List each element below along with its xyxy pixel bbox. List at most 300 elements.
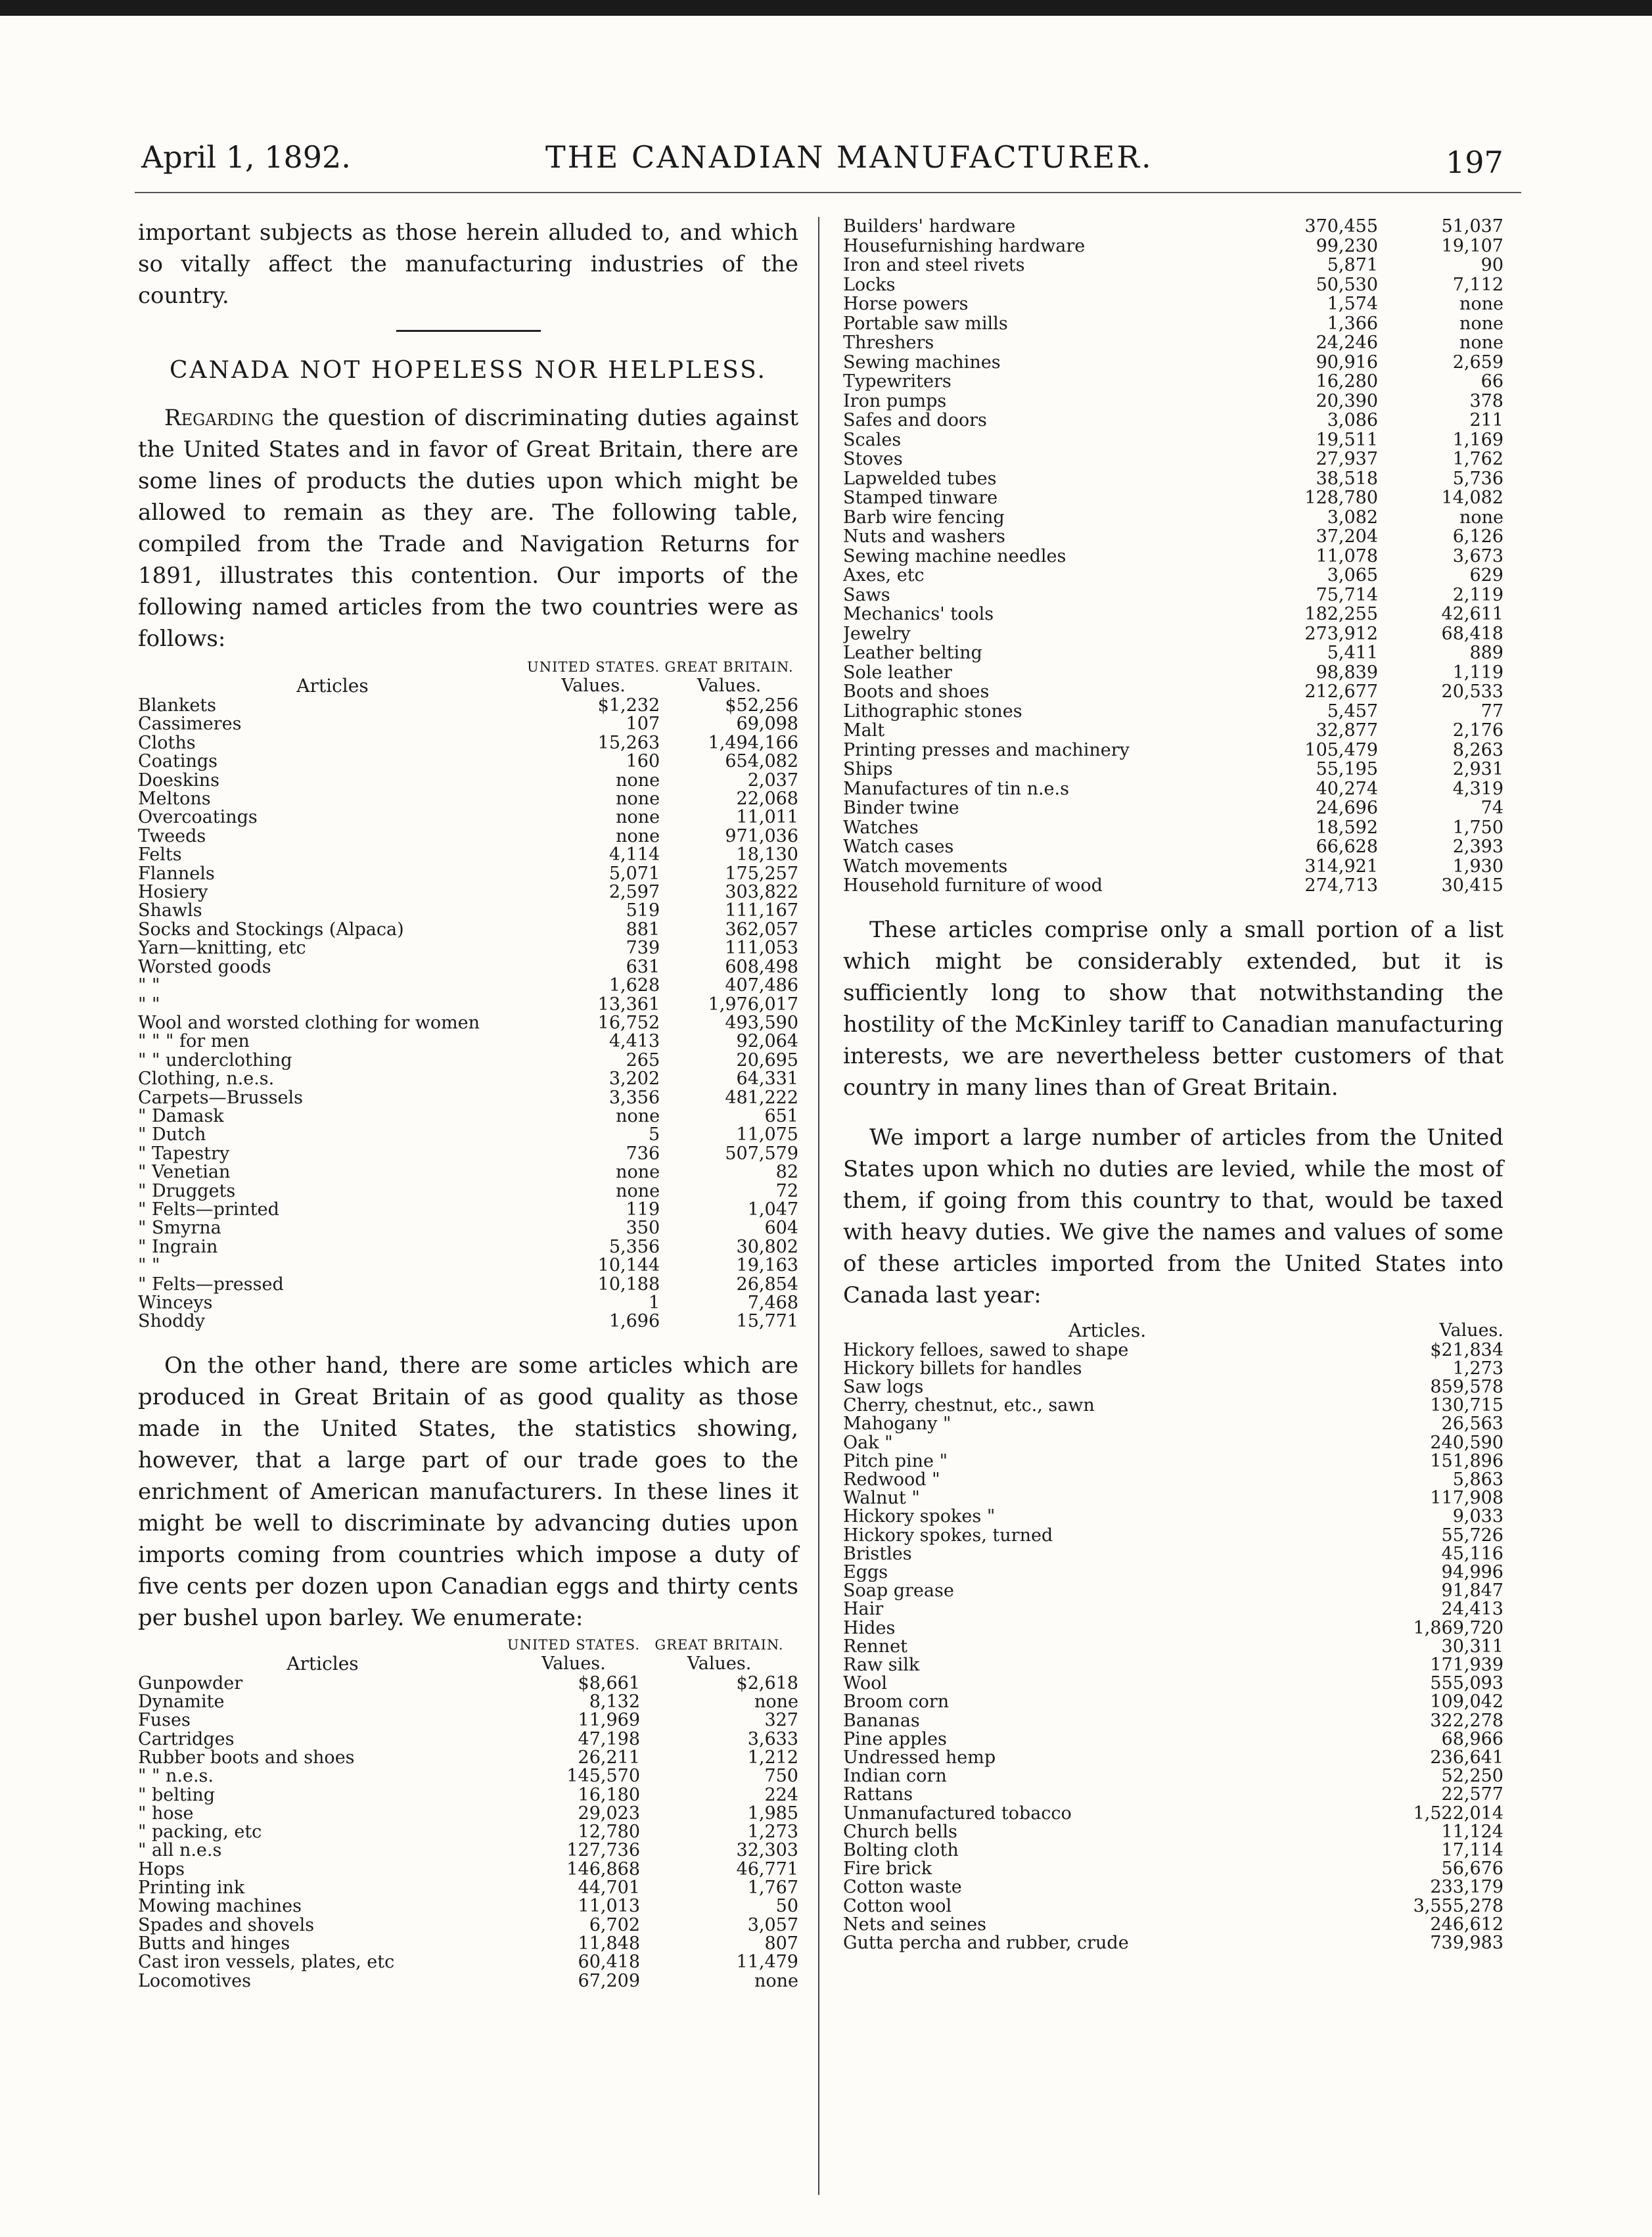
article-name: Bananas xyxy=(843,1711,920,1730)
article-name: Butts and hinges xyxy=(138,1934,290,1954)
article-value: 77 xyxy=(1480,701,1503,721)
table-row xyxy=(138,715,798,733)
table-row xyxy=(843,1508,1503,1526)
article-value: 130,715 xyxy=(1430,1396,1503,1416)
article-value: 303,822 xyxy=(725,883,798,902)
table-row xyxy=(843,1415,1503,1433)
article-value: 24,696 xyxy=(1316,798,1379,818)
article-value: 322,278 xyxy=(1430,1711,1503,1730)
table-row xyxy=(138,752,798,771)
article-value: 64,331 xyxy=(736,1070,798,1089)
article-value: 211 xyxy=(1469,411,1503,430)
article-value: 11,479 xyxy=(736,1953,798,1972)
article-name: " hose xyxy=(138,1804,194,1824)
article-name: " Tapestry xyxy=(138,1144,230,1164)
table-row xyxy=(843,1916,1503,1934)
article-value: 69,098 xyxy=(736,715,798,734)
article-value: 8,263 xyxy=(1452,740,1503,760)
table-row xyxy=(843,527,1503,547)
article-value: 1,696 xyxy=(608,1312,660,1331)
article-name: Rennet xyxy=(843,1637,907,1656)
article-name: Cassimeres xyxy=(138,715,242,734)
article-value: 3,082 xyxy=(1327,507,1379,527)
article-name: Fire brick xyxy=(843,1860,932,1879)
col-header: Values. xyxy=(687,1653,752,1674)
table-row xyxy=(843,1452,1503,1471)
table-row xyxy=(843,1471,1503,1489)
article-value: 68,418 xyxy=(1441,624,1503,643)
article-value: 15,771 xyxy=(736,1312,798,1331)
col-header: Values. xyxy=(697,676,762,696)
article-value: 3,673 xyxy=(1452,546,1503,566)
article-value: 11,124 xyxy=(1441,1822,1503,1841)
article-value: 90 xyxy=(1480,256,1503,275)
table-row xyxy=(843,1360,1503,1378)
table-row xyxy=(138,1107,798,1126)
article-value: 46,771 xyxy=(736,1860,798,1880)
article-name: Hickory spokes, turned xyxy=(843,1526,1053,1545)
table-row xyxy=(843,217,1503,237)
header-title: THE CANADIAN MANUFACTURER. xyxy=(545,139,1153,175)
article-value: 18,130 xyxy=(736,846,798,865)
table-row xyxy=(843,1823,1503,1841)
table-row xyxy=(138,734,798,752)
right-column xyxy=(843,217,1503,1952)
article-value: 17,114 xyxy=(1441,1841,1503,1860)
article-value: 19,511 xyxy=(1316,430,1379,450)
article-value: 8,132 xyxy=(589,1693,641,1712)
article-value: 273,912 xyxy=(1304,624,1379,643)
article-value: 493,590 xyxy=(725,1013,798,1033)
article-value: $21,834 xyxy=(1430,1341,1503,1360)
table-row xyxy=(843,643,1503,663)
table-row xyxy=(138,1786,798,1805)
table-row xyxy=(138,1032,798,1051)
article-value: 32,303 xyxy=(736,1841,798,1860)
article-value: 327 xyxy=(764,1711,798,1730)
article-value: 314,921 xyxy=(1304,856,1379,876)
table-row xyxy=(843,721,1503,741)
article-value: 5,736 xyxy=(1452,469,1503,488)
article-value: 14,082 xyxy=(1441,488,1503,508)
article-name: Undressed hemp xyxy=(843,1748,996,1768)
article-value: none xyxy=(616,1182,660,1201)
article-name: Indian corn xyxy=(843,1767,947,1786)
header-date: April 1, 1892. xyxy=(141,139,351,175)
article-name: Mowing machines xyxy=(138,1897,302,1916)
article-name: Hickory spokes " xyxy=(843,1508,996,1527)
article-name: Doeskins xyxy=(138,771,219,791)
table-row xyxy=(843,333,1503,353)
table-row xyxy=(138,697,798,715)
article-value: 1,976,017 xyxy=(708,995,798,1014)
article-value: 117,908 xyxy=(1430,1489,1503,1508)
article-name: Clothing, n.e.s. xyxy=(138,1070,275,1089)
table-row xyxy=(843,1545,1503,1563)
article-value: none xyxy=(616,827,660,846)
article-value: $2,618 xyxy=(736,1674,798,1694)
article-value: 1,574 xyxy=(1327,294,1379,314)
article-value: 26,211 xyxy=(578,1749,641,1768)
table-row xyxy=(138,996,798,1014)
article-value: 11,078 xyxy=(1316,546,1379,566)
col-header: Values. xyxy=(1439,1320,1503,1341)
article-value: 4,319 xyxy=(1452,779,1503,798)
table-row xyxy=(138,1276,798,1294)
article-name: " Dutch xyxy=(138,1126,206,1145)
article-name: Sewing machines xyxy=(843,352,1001,372)
table-row xyxy=(138,1693,798,1711)
table-row xyxy=(138,827,798,846)
article-name: Cherry, chestnut, etc., sawn xyxy=(843,1396,1095,1416)
article-value: 407,486 xyxy=(725,977,798,996)
article-value: none xyxy=(616,1107,660,1126)
article-value: 265 xyxy=(626,1051,660,1071)
article-name: Oak " xyxy=(843,1433,893,1452)
article-value: 739,983 xyxy=(1430,1934,1503,1953)
table-row xyxy=(843,586,1503,605)
table-row xyxy=(843,1934,1503,1952)
article-name: " " n.e.s. xyxy=(138,1767,214,1786)
article-value: 30,311 xyxy=(1441,1637,1503,1656)
table-row xyxy=(843,566,1503,586)
article-value: 160 xyxy=(626,752,660,772)
article-value: 971,036 xyxy=(725,827,798,846)
article-value: 5,356 xyxy=(608,1237,660,1257)
article-name: " Druggets xyxy=(138,1182,236,1201)
article-name: Barb wire fencing xyxy=(843,507,1005,527)
article-name: Raw silk xyxy=(843,1655,920,1675)
article-value: 3,086 xyxy=(1327,411,1379,430)
article-value: 2,037 xyxy=(747,771,798,791)
article-value: 111,167 xyxy=(725,902,798,921)
table-row xyxy=(843,1730,1503,1749)
article-value: 6,702 xyxy=(589,1916,641,1935)
article-value: 20,390 xyxy=(1316,391,1379,411)
article-name: " " underclothing xyxy=(138,1051,292,1071)
article-value: 19,107 xyxy=(1441,236,1503,256)
table-row xyxy=(843,682,1503,702)
article-name: Printing presses and machinery xyxy=(843,740,1130,760)
col-header: GREAT BRITAIN. xyxy=(654,1636,784,1653)
table-row xyxy=(843,1674,1503,1693)
article-value: 881 xyxy=(626,920,660,940)
article-value: 45,116 xyxy=(1441,1544,1503,1563)
article-value: 212,677 xyxy=(1304,682,1379,702)
article-value: 3,633 xyxy=(747,1730,798,1749)
table-row xyxy=(843,1619,1503,1638)
article-name: Coatings xyxy=(138,752,218,772)
article-value: 3,057 xyxy=(747,1916,798,1935)
table-row xyxy=(843,392,1503,411)
col-header: UNITED STATES. xyxy=(527,659,660,675)
table-row xyxy=(843,818,1503,838)
article-value: 519 xyxy=(626,902,660,921)
article-name: Blankets xyxy=(138,697,217,716)
article-name: Lithographic stones xyxy=(843,701,1022,721)
article-name: " " xyxy=(138,1257,160,1276)
table-row xyxy=(843,1582,1503,1600)
article-name: Malt xyxy=(843,721,885,741)
col-header: UNITED STATES. xyxy=(507,1636,641,1653)
table-row xyxy=(843,372,1503,392)
article-value: 5,411 xyxy=(1327,643,1379,663)
article-value: 18,592 xyxy=(1316,818,1379,837)
article-value: 1,762 xyxy=(1452,450,1503,469)
table-row xyxy=(843,275,1503,295)
col-header: Values. xyxy=(561,676,626,696)
article-value: 2,176 xyxy=(1452,721,1503,741)
article-name: Scales xyxy=(843,430,902,450)
article-value: 119 xyxy=(626,1200,660,1220)
table-row xyxy=(843,1749,1503,1767)
article-name: Stamped tinware xyxy=(843,488,998,508)
table-row xyxy=(843,760,1503,779)
article-name: Iron and steel rivets xyxy=(843,256,1025,275)
article-name: Stoves xyxy=(843,450,903,469)
article-value: 555,093 xyxy=(1430,1674,1503,1694)
table-header-row xyxy=(138,1653,798,1674)
article-value: 11,075 xyxy=(736,1126,798,1145)
article-value: 11,848 xyxy=(578,1934,641,1954)
table-row xyxy=(843,1396,1503,1415)
article-value: 22,068 xyxy=(736,790,798,809)
article-value: 1,212 xyxy=(747,1749,798,1768)
article-value: 94,996 xyxy=(1441,1563,1503,1582)
table-row xyxy=(843,1878,1503,1897)
article-value: 171,939 xyxy=(1430,1655,1503,1675)
table-row xyxy=(138,1312,798,1331)
article-name: Mahogany " xyxy=(843,1415,952,1434)
table-row xyxy=(138,939,798,957)
table-header-row xyxy=(138,676,798,697)
table-row xyxy=(138,865,798,883)
article-value: 5,863 xyxy=(1452,1470,1503,1490)
article-value: 72 xyxy=(775,1182,798,1201)
table-row xyxy=(843,857,1503,877)
article-value: 1,767 xyxy=(747,1879,798,1898)
article-name: Threshers xyxy=(843,333,934,353)
table-row xyxy=(138,1674,798,1693)
article-name: Hickory billets for handles xyxy=(843,1359,1082,1378)
article-value: 15,263 xyxy=(597,733,660,753)
scan-top-bar xyxy=(0,0,1652,16)
article-value: 175,257 xyxy=(725,864,798,884)
article-value: 629 xyxy=(1469,566,1503,586)
article-name: Tweeds xyxy=(138,827,206,846)
article-value: 240,590 xyxy=(1430,1433,1503,1452)
col-header: Values. xyxy=(541,1653,606,1674)
col-header: GREAT BRITAIN. xyxy=(664,659,794,675)
article-value: 1,047 xyxy=(747,1200,798,1220)
article-value: 29,023 xyxy=(578,1804,641,1824)
article-value: 362,057 xyxy=(725,920,798,940)
article-name: Wool xyxy=(843,1674,888,1694)
article-value: 1,273 xyxy=(747,1823,798,1842)
article-value: none xyxy=(754,1693,798,1712)
article-value: 67,209 xyxy=(578,1972,641,1991)
article-value: 3,555,278 xyxy=(1413,1897,1503,1916)
table-row xyxy=(843,1563,1503,1582)
paragraph: We import a large number of articles from the United States upon which no duties are levied, while the most of them, if going from this country to that, would be taxed with heavy duties. We give the names and values of some of these articles imported from the United States into Canada last year: xyxy=(843,1124,1503,1308)
article-value: 7,468 xyxy=(747,1294,798,1313)
table-row xyxy=(843,1805,1503,1823)
table-row xyxy=(843,1434,1503,1452)
table-row xyxy=(843,547,1503,566)
article-name: Ships xyxy=(843,760,893,779)
article-name: Saw logs xyxy=(843,1377,924,1397)
article-name: Winceys xyxy=(138,1294,213,1313)
table-row xyxy=(138,977,798,995)
article-name: Safes and doors xyxy=(843,411,987,430)
article-value: 66 xyxy=(1480,372,1503,392)
article-name: Jewelry xyxy=(843,624,911,643)
article-value: 378 xyxy=(1469,391,1503,411)
table-row xyxy=(138,1201,798,1219)
table-row xyxy=(843,1860,1503,1878)
article-value: 2,393 xyxy=(1452,837,1503,857)
article-value: 55,195 xyxy=(1316,760,1379,779)
article-value: 246,612 xyxy=(1430,1915,1503,1934)
table-row xyxy=(138,1014,798,1032)
article-name: Portable saw mills xyxy=(843,313,1008,333)
article-value: 107 xyxy=(626,715,660,734)
article-name: " Damask xyxy=(138,1107,224,1126)
article-name: Nets and seines xyxy=(843,1915,986,1934)
table-row xyxy=(843,837,1503,857)
table-row xyxy=(843,876,1503,896)
article-value: 224 xyxy=(764,1786,798,1805)
article-value: 47,198 xyxy=(578,1730,641,1749)
intro-paragraph: important subjects as those herein alluded to, and which so vitally affect the manufacturing industries of the country. xyxy=(138,219,798,309)
table-row xyxy=(138,1257,798,1275)
table-row xyxy=(843,1693,1503,1711)
article-value: 5,871 xyxy=(1327,256,1379,275)
article-value: 44,701 xyxy=(578,1879,641,1898)
article-name: Redwood " xyxy=(843,1470,940,1490)
article-value: none xyxy=(1459,294,1503,314)
article-value: 145,570 xyxy=(566,1767,641,1786)
article-name: Builders' hardware xyxy=(843,217,1016,237)
article-value: 26,563 xyxy=(1441,1415,1503,1434)
table-row xyxy=(843,256,1503,275)
table-row xyxy=(843,1786,1503,1804)
article-name: " Venetian xyxy=(138,1163,231,1182)
article-name: Flannels xyxy=(138,864,215,884)
article-value: 13,361 xyxy=(597,995,660,1014)
table-row xyxy=(138,1879,798,1897)
col-header: Articles xyxy=(287,1653,359,1674)
article-name: Pitch pine " xyxy=(843,1452,948,1471)
left-column xyxy=(138,217,798,1991)
article-name: Sewing machine needles xyxy=(843,546,1067,566)
article-value: 24,246 xyxy=(1316,333,1379,353)
article-value: 2,931 xyxy=(1452,760,1503,779)
article-value: 654,082 xyxy=(725,752,798,772)
article-value: 82 xyxy=(775,1163,798,1182)
article-name: Overcoatings xyxy=(138,808,258,827)
article-value: 1,628 xyxy=(608,977,660,996)
article-value: 38,518 xyxy=(1316,469,1379,488)
article-value: 16,280 xyxy=(1316,372,1379,392)
article-value: 151,896 xyxy=(1430,1452,1503,1471)
article-name: Fuses xyxy=(138,1711,191,1730)
article-name: " " " for men xyxy=(138,1032,250,1051)
article-value: 1,494,166 xyxy=(708,733,798,753)
table-row xyxy=(843,411,1503,430)
article-name: Watch movements xyxy=(843,856,1008,876)
article-value: 91,847 xyxy=(1441,1582,1503,1601)
article-value: 68,966 xyxy=(1441,1730,1503,1749)
table-row xyxy=(138,1163,798,1182)
article-value: 1,985 xyxy=(747,1804,798,1824)
article-name: Yarn—knitting, etc xyxy=(138,939,306,958)
article-name: Rubber boots and shoes xyxy=(138,1749,355,1768)
article-value: 3,065 xyxy=(1327,566,1379,586)
table-header-row xyxy=(138,1636,798,1653)
article-name: " " xyxy=(138,995,160,1014)
table-row xyxy=(843,624,1503,644)
article-name: Gunpowder xyxy=(138,1674,243,1694)
article-name: Dynamite xyxy=(138,1693,225,1712)
article-name: Spades and shovels xyxy=(138,1916,315,1935)
article-value: 1,366 xyxy=(1327,313,1379,333)
article-name: Hides xyxy=(843,1619,896,1638)
table-row xyxy=(138,1711,798,1730)
article-value: 6,126 xyxy=(1452,527,1503,547)
article-value: 750 xyxy=(764,1767,798,1786)
table-row xyxy=(138,846,798,864)
article-value: $8,661 xyxy=(578,1674,641,1694)
paragraph: These articles comprise only a small portion of a list which might be considerably extended, but it is sufficiently long to show that notwithstanding the hostility of the McKinley tariff to Canadian manufacturing interests, we are nevertheless better customers of that country in many lines than of Great Britain. xyxy=(843,916,1503,1101)
article-name: " all n.e.s xyxy=(138,1841,222,1860)
column-divider xyxy=(818,217,819,2195)
article-value: 350 xyxy=(626,1219,660,1238)
table-row xyxy=(843,798,1503,818)
article-value: 30,802 xyxy=(736,1237,798,1257)
article-value: 1,169 xyxy=(1452,430,1503,450)
table-row xyxy=(138,921,798,939)
article-name: Saws xyxy=(843,585,890,605)
article-name: Printing ink xyxy=(138,1879,245,1898)
table-row xyxy=(138,1860,798,1879)
article-value: none xyxy=(616,808,660,827)
article-value: none xyxy=(1459,313,1503,333)
article-value: 99,230 xyxy=(1316,236,1379,256)
article-name: Hosiery xyxy=(138,883,208,902)
table-row xyxy=(843,353,1503,373)
table-row xyxy=(138,1730,798,1749)
article-value: 631 xyxy=(626,957,660,977)
header-rule xyxy=(135,192,1521,193)
table-row xyxy=(138,1051,798,1070)
article-value: 4,114 xyxy=(608,846,660,865)
article-name: Cast iron vessels, plates, etc xyxy=(138,1953,395,1972)
article-value: 651 xyxy=(764,1107,798,1126)
free-imports-table xyxy=(843,1320,1503,1953)
article-value: none xyxy=(754,1972,798,1991)
article-value: 105,479 xyxy=(1304,740,1379,760)
article-name: Housefurnishing hardware xyxy=(843,236,1086,256)
article-value: 16,752 xyxy=(597,1013,660,1033)
table-row xyxy=(843,702,1503,722)
table-row xyxy=(843,741,1503,760)
article-name: Cartridges xyxy=(138,1730,235,1749)
table-row xyxy=(138,902,798,920)
article-value: 1,750 xyxy=(1452,818,1503,837)
article-name: Cotton wool xyxy=(843,1897,952,1916)
article-value: none xyxy=(616,1163,660,1182)
